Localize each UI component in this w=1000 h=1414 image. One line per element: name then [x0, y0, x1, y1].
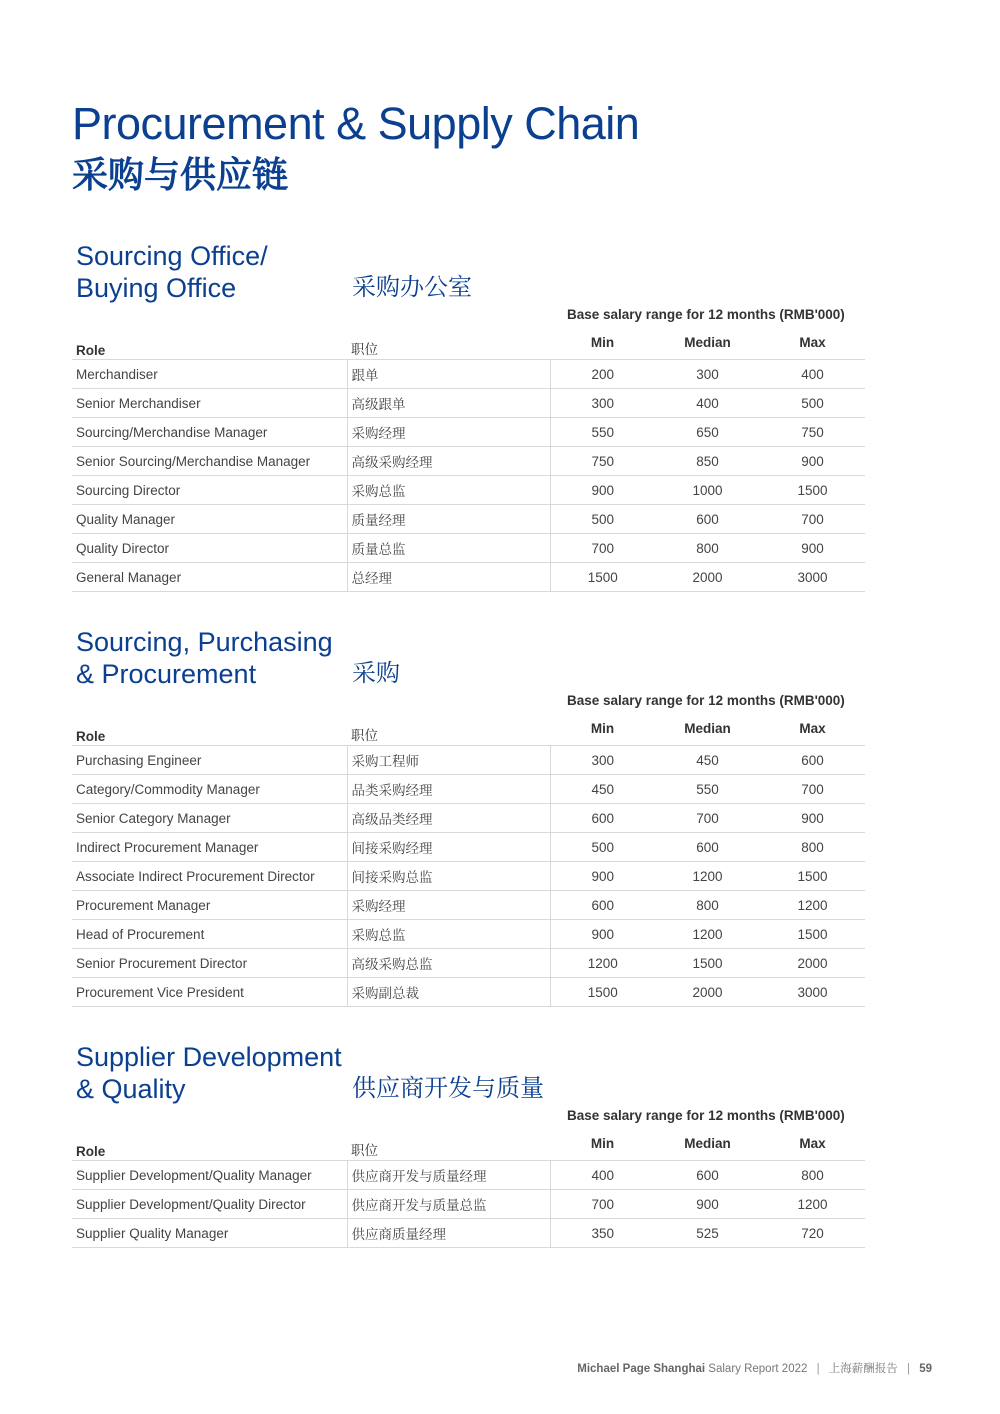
role-zh-cell: 间接采购经理 [347, 833, 550, 862]
role-cell: Senior Merchandiser [72, 389, 347, 418]
footer-report-zh: 上海薪酬报告 [828, 1363, 898, 1375]
max-cell: 700 [760, 775, 865, 804]
section-title-zh: 供应商开发与质量 [352, 1075, 544, 1102]
max-cell: 500 [760, 389, 865, 418]
section-sourcing-office [72, 240, 865, 592]
median-cell: 850 [655, 447, 760, 476]
min-cell: 750 [550, 447, 655, 476]
role-cell: Supplier Development/Quality Director [72, 1190, 347, 1219]
role-cell: Category/Commodity Manager [72, 775, 347, 804]
table-row [72, 978, 865, 1007]
max-cell: 900 [760, 804, 865, 833]
section-title-en: Sourcing, Purchasing & Procurement [76, 627, 333, 689]
role-cell: Purchasing Engineer [72, 746, 347, 775]
role-zh-cell: 高级采购经理 [347, 447, 550, 476]
footer-report: Salary Report 2022 [708, 1363, 808, 1375]
role-cell: Head of Procurement [72, 920, 347, 949]
max-cell: 400 [760, 360, 865, 389]
median-cell: 1200 [655, 862, 760, 891]
min-cell: 900 [550, 862, 655, 891]
table-row [72, 746, 865, 775]
role-cell: Sourcing/Merchandise Manager [72, 418, 347, 447]
max-cell: 1500 [760, 476, 865, 505]
role-zh-cell: 采购经理 [347, 418, 550, 447]
column-header-median: Median [684, 335, 731, 350]
median-cell: 650 [655, 418, 760, 447]
median-cell: 800 [655, 534, 760, 563]
role-cell: Supplier Development/Quality Manager [72, 1161, 347, 1190]
max-cell: 3000 [760, 978, 865, 1007]
footer-separator: | [816, 1363, 820, 1375]
salary-range-caption [72, 686, 865, 714]
median-cell: 2000 [655, 978, 760, 1007]
salary-range-label: Base salary range for 12 months (RMB'000) [567, 693, 845, 708]
min-cell: 900 [550, 476, 655, 505]
table-row [72, 1219, 865, 1248]
median-cell: 700 [655, 804, 760, 833]
min-cell: 350 [550, 1219, 655, 1248]
table-row [72, 447, 865, 476]
max-cell: 800 [760, 833, 865, 862]
median-cell: 800 [655, 891, 760, 920]
section-title-en: Supplier Development & Quality [76, 1042, 342, 1104]
max-cell: 900 [760, 534, 865, 563]
table-row [72, 505, 865, 534]
min-cell: 300 [550, 389, 655, 418]
section-title-zh: 采购 [352, 660, 400, 687]
role-zh-cell: 质量经理 [347, 505, 550, 534]
page-footer [577, 1360, 932, 1376]
min-cell: 600 [550, 891, 655, 920]
median-cell: 525 [655, 1219, 760, 1248]
role-zh-cell: 供应商质量经理 [347, 1219, 550, 1248]
section-heading [72, 1041, 865, 1104]
table-header-row [72, 1129, 865, 1161]
column-header-role: Role [76, 1144, 106, 1159]
min-cell: 500 [550, 505, 655, 534]
role-cell: Senior Sourcing/Merchandise Manager [72, 447, 347, 476]
median-cell: 300 [655, 360, 760, 389]
min-cell: 700 [550, 1190, 655, 1219]
min-cell: 900 [550, 920, 655, 949]
salary-range-label: Base salary range for 12 months (RMB'000) [567, 1108, 845, 1123]
min-cell: 500 [550, 833, 655, 862]
max-cell: 900 [760, 447, 865, 476]
salary-range-caption [72, 1101, 865, 1129]
max-cell: 1200 [760, 1190, 865, 1219]
role-zh-cell: 质量总监 [347, 534, 550, 563]
salary-range-label: Base salary range for 12 months (RMB'000) [567, 307, 845, 322]
median-cell: 1200 [655, 920, 760, 949]
min-cell: 200 [550, 360, 655, 389]
table-row [72, 775, 865, 804]
column-header-role-zh: 职位 [351, 728, 378, 743]
role-cell: General Manager [72, 563, 347, 592]
section-title-en: Sourcing Office/ Buying Office [76, 241, 268, 303]
min-cell: 1500 [550, 563, 655, 592]
section-title-zh: 采购办公室 [352, 274, 472, 301]
median-cell: 600 [655, 833, 760, 862]
role-cell: Indirect Procurement Manager [72, 833, 347, 862]
column-header-min: Min [590, 721, 615, 736]
table-row [72, 534, 865, 563]
median-cell: 400 [655, 389, 760, 418]
column-header-max: Max [799, 721, 826, 736]
role-zh-cell: 品类采购经理 [347, 775, 550, 804]
column-header-max: Max [799, 1136, 826, 1151]
max-cell: 1200 [760, 891, 865, 920]
median-cell: 600 [655, 1161, 760, 1190]
role-cell: Procurement Manager [72, 891, 347, 920]
section-heading [72, 240, 865, 303]
role-zh-cell: 高级品类经理 [347, 804, 550, 833]
page-title [72, 98, 639, 198]
role-cell: Quality Director [72, 534, 347, 563]
salary-table [72, 328, 865, 592]
min-cell: 700 [550, 534, 655, 563]
column-header-min: Min [590, 1136, 615, 1151]
role-zh-cell: 间接采购总监 [347, 862, 550, 891]
max-cell: 1500 [760, 920, 865, 949]
column-header-role-zh: 职位 [351, 342, 378, 357]
role-zh-cell: 采购工程师 [347, 746, 550, 775]
column-header-median: Median [684, 721, 731, 736]
median-cell: 550 [655, 775, 760, 804]
column-header-min: Min [590, 335, 615, 350]
min-cell: 400 [550, 1161, 655, 1190]
column-header-median: Median [684, 1136, 731, 1151]
table-row [72, 833, 865, 862]
column-header-role: Role [76, 729, 106, 744]
min-cell: 1200 [550, 949, 655, 978]
table-header-row [72, 328, 865, 360]
min-cell: 1500 [550, 978, 655, 1007]
footer-separator: | [907, 1363, 910, 1375]
section-heading [72, 626, 865, 689]
min-cell: 550 [550, 418, 655, 447]
role-cell: Senior Category Manager [72, 804, 347, 833]
table-row [72, 360, 865, 389]
column-header-role: Role [76, 343, 106, 358]
role-zh-cell: 采购经理 [347, 891, 550, 920]
role-cell: Quality Manager [72, 505, 347, 534]
table-row [72, 920, 865, 949]
min-cell: 450 [550, 775, 655, 804]
max-cell: 800 [760, 1161, 865, 1190]
role-zh-cell: 高级跟单 [347, 389, 550, 418]
max-cell: 700 [760, 505, 865, 534]
max-cell: 750 [760, 418, 865, 447]
max-cell: 2000 [760, 949, 865, 978]
role-cell: Associate Indirect Procurement Director [72, 862, 347, 891]
role-cell: Supplier Quality Manager [72, 1219, 347, 1248]
table-row [72, 862, 865, 891]
median-cell: 900 [655, 1190, 760, 1219]
salary-table [72, 1129, 865, 1248]
median-cell: 2000 [655, 563, 760, 592]
role-zh-cell: 高级采购总监 [347, 949, 550, 978]
max-cell: 1500 [760, 862, 865, 891]
table-header-row [72, 714, 865, 746]
table-row [72, 1190, 865, 1219]
role-zh-cell: 总经理 [347, 563, 550, 592]
table-row [72, 476, 865, 505]
role-zh-cell: 供应商开发与质量总监 [347, 1190, 550, 1219]
salary-range-caption [72, 300, 865, 328]
page-title-en: Procurement & Supply Chain [72, 98, 640, 149]
role-zh-cell: 供应商开发与质量经理 [347, 1161, 550, 1190]
role-zh-cell: 采购总监 [347, 920, 550, 949]
role-cell: Sourcing Director [72, 476, 347, 505]
footer-brand: Michael Page Shanghai [577, 1363, 706, 1375]
table-row [72, 563, 865, 592]
section-supplier-development [72, 1041, 865, 1248]
min-cell: 300 [550, 746, 655, 775]
median-cell: 1500 [655, 949, 760, 978]
role-cell: Procurement Vice President [72, 978, 347, 1007]
column-header-max: Max [799, 335, 826, 350]
role-cell: Merchandiser [72, 360, 347, 389]
table-row [72, 804, 865, 833]
max-cell: 600 [760, 746, 865, 775]
median-cell: 600 [655, 505, 760, 534]
page-number: 59 [919, 1363, 932, 1375]
table-row [72, 1161, 865, 1190]
table-row [72, 949, 865, 978]
role-zh-cell: 采购副总裁 [347, 978, 550, 1007]
section-sourcing-purchasing [72, 626, 865, 1007]
column-header-role-zh: 职位 [351, 1143, 378, 1158]
table-row [72, 418, 865, 447]
median-cell: 1000 [655, 476, 760, 505]
median-cell: 450 [655, 746, 760, 775]
min-cell: 600 [550, 804, 655, 833]
max-cell: 720 [760, 1219, 865, 1248]
table-row [72, 891, 865, 920]
salary-table [72, 714, 865, 1007]
max-cell: 3000 [760, 563, 865, 592]
page-title-zh: 采购与供应链 [72, 154, 289, 195]
role-cell: Senior Procurement Director [72, 949, 347, 978]
role-zh-cell: 采购总监 [347, 476, 550, 505]
table-row [72, 389, 865, 418]
role-zh-cell: 跟单 [347, 360, 550, 389]
